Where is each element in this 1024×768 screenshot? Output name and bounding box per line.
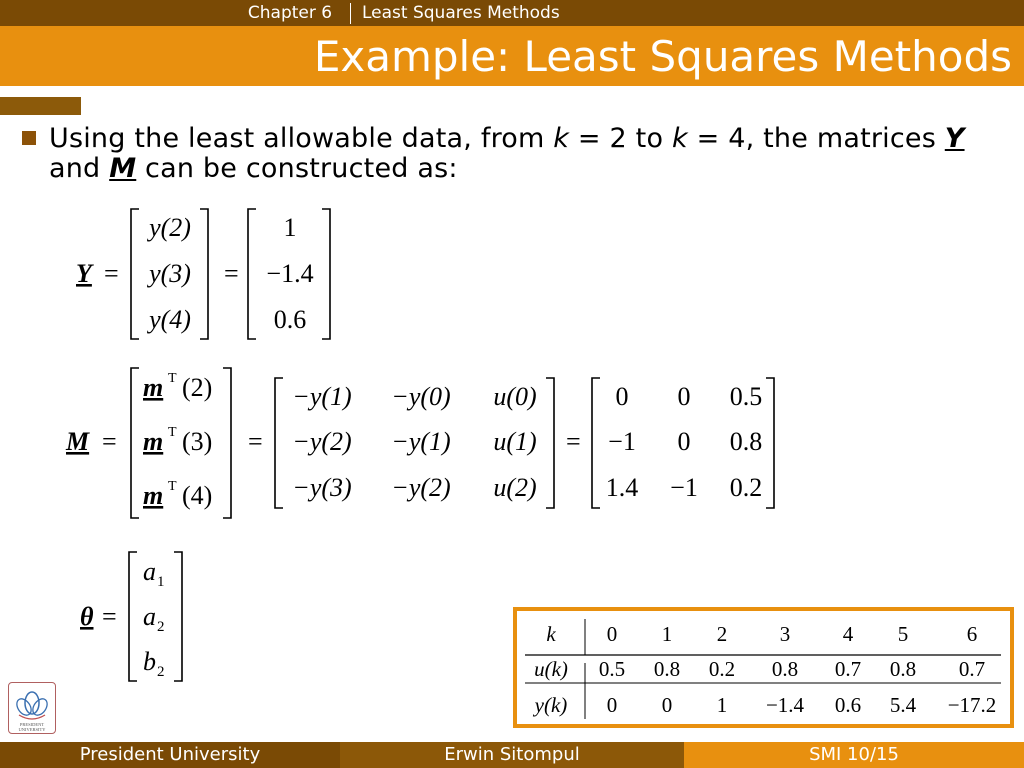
equals-6: = xyxy=(102,602,117,631)
theta-2-sub: 2 xyxy=(157,619,165,635)
transpose-3: T xyxy=(168,479,177,494)
theta-symbol: θ xyxy=(80,602,94,631)
cell-k-4: 4 xyxy=(842,622,854,646)
M-val-3-1: 1.4 xyxy=(605,473,639,502)
table-label-u: u(k) xyxy=(534,657,568,681)
Y-rhs-1: 1 xyxy=(283,213,297,242)
bullet-and: and xyxy=(49,153,110,184)
logo-text-1: PRESIDENT xyxy=(19,722,45,727)
M-expr-3-3: u(2) xyxy=(493,473,537,502)
cell-u-3: 0.8 xyxy=(771,657,799,681)
M-expr-2-3: u(1) xyxy=(493,427,537,456)
equals-4: = xyxy=(248,427,263,456)
equals-5: = xyxy=(566,427,581,456)
footer-university: President University xyxy=(0,742,340,768)
M-expression-matrix xyxy=(292,382,536,502)
M-symbol: M xyxy=(66,427,90,456)
transpose-1: T xyxy=(168,371,177,386)
M-val-1-2: 0 xyxy=(677,382,691,411)
M-val-2-1: −1 xyxy=(608,427,636,456)
data-table-box xyxy=(513,607,1014,728)
var-k-1: k xyxy=(553,123,570,154)
equals-1: = xyxy=(104,259,119,288)
cell-y-1: 0 xyxy=(661,693,673,717)
equals-2: = xyxy=(224,259,239,288)
Y-lhs-1: y(2) xyxy=(149,213,191,242)
table-label-k: k xyxy=(546,622,556,646)
cell-u-2: 0.2 xyxy=(708,657,736,681)
cell-k-0: 0 xyxy=(606,622,618,646)
cell-y-2: 1 xyxy=(716,693,728,717)
section-label: Least Squares Methods xyxy=(362,3,560,23)
transpose-2: T xyxy=(168,425,177,440)
M-value-matrix xyxy=(606,382,763,502)
table-row-u xyxy=(534,657,985,681)
Y-rhs-2: −1.4 xyxy=(266,259,314,288)
M-expr-1-3: u(0) xyxy=(493,382,537,411)
cell-y-6: −17.2 xyxy=(947,693,997,717)
Y-lhs-3: y(4) xyxy=(149,305,191,334)
var-k-2: k xyxy=(671,123,688,154)
matrix-Y-ref: Y xyxy=(944,123,965,154)
M-val-2-2: 0 xyxy=(677,427,691,456)
theta-3: b xyxy=(143,647,156,676)
table-row-y xyxy=(533,693,997,717)
bullet-suffix: can be constructed as: xyxy=(136,153,458,184)
M-val-1-3: 0.5 xyxy=(729,382,763,411)
cell-u-6: 0.7 xyxy=(958,657,986,681)
M-val-2-3: 0.8 xyxy=(729,427,763,456)
cell-k-3: 3 xyxy=(779,622,791,646)
cell-u-1: 0.8 xyxy=(653,657,681,681)
chapter-label: Chapter 6 xyxy=(247,3,333,23)
theta-1-sub: 1 xyxy=(157,574,165,590)
bullet-mid-1: = 2 to xyxy=(569,123,672,154)
M-expr-2-2: −y(1) xyxy=(391,427,451,456)
slide-title: Example: Least Squares Methods xyxy=(313,32,1012,81)
theta-2: a xyxy=(143,602,156,631)
M-expr-2-1: −y(2) xyxy=(292,427,352,456)
matrix-M-ref: M xyxy=(109,153,137,184)
logo-text-2: UNIVERSITY xyxy=(18,727,46,732)
bullet-mid-2: = 4, the matrices xyxy=(687,123,945,154)
Y-rhs-3: 0.6 xyxy=(273,305,307,334)
m-transpose-column xyxy=(143,371,212,510)
theta-3-sub: 2 xyxy=(157,664,165,680)
m-row-2: m xyxy=(143,427,164,456)
m-row-1: m xyxy=(143,373,164,402)
cell-y-5: 5.4 xyxy=(889,693,917,717)
m-index-2: (3) xyxy=(182,427,213,456)
M-val-3-2: −1 xyxy=(670,473,698,502)
footer-author: Erwin Sitompul xyxy=(340,742,684,768)
footer-slide-number: SMI 10/15 xyxy=(684,742,1024,768)
university-logo xyxy=(8,682,56,734)
M-expr-1-1: −y(1) xyxy=(292,382,352,411)
cell-u-4: 0.7 xyxy=(834,657,862,681)
footer xyxy=(0,742,1024,768)
m-index-3: (4) xyxy=(182,481,213,510)
cell-k-2: 2 xyxy=(716,622,728,646)
equals-3: = xyxy=(102,427,117,456)
cell-y-3: −1.4 xyxy=(765,693,805,717)
cell-k-1: 1 xyxy=(661,622,673,646)
logo-emblem-icon xyxy=(9,683,55,733)
Y-symbol: Y xyxy=(76,259,92,288)
data-table xyxy=(517,611,1010,724)
cell-y-0: 0 xyxy=(606,693,618,717)
cell-u-0: 0.5 xyxy=(598,657,626,681)
table-row-k xyxy=(546,622,977,646)
cell-k-5: 5 xyxy=(897,622,909,646)
m-row-3: m xyxy=(143,481,164,510)
theta-1: a xyxy=(143,557,156,586)
Y-lhs-2: y(3) xyxy=(149,259,191,288)
M-expr-1-2: −y(0) xyxy=(391,382,451,411)
table-label-y: y(k) xyxy=(534,693,568,717)
M-expr-3-1: −y(3) xyxy=(292,473,352,502)
cell-y-4: 0.6 xyxy=(834,693,862,717)
M-val-3-3: 0.2 xyxy=(729,473,763,502)
bullet-prefix: Using the least allowable data, from xyxy=(49,123,554,154)
M-val-1-1: 0 xyxy=(615,382,629,411)
m-index-1: (2) xyxy=(182,373,213,402)
cell-u-5: 0.8 xyxy=(889,657,917,681)
theta-vector xyxy=(143,557,165,680)
M-expr-3-2: −y(2) xyxy=(391,473,451,502)
cell-k-6: 6 xyxy=(966,622,978,646)
